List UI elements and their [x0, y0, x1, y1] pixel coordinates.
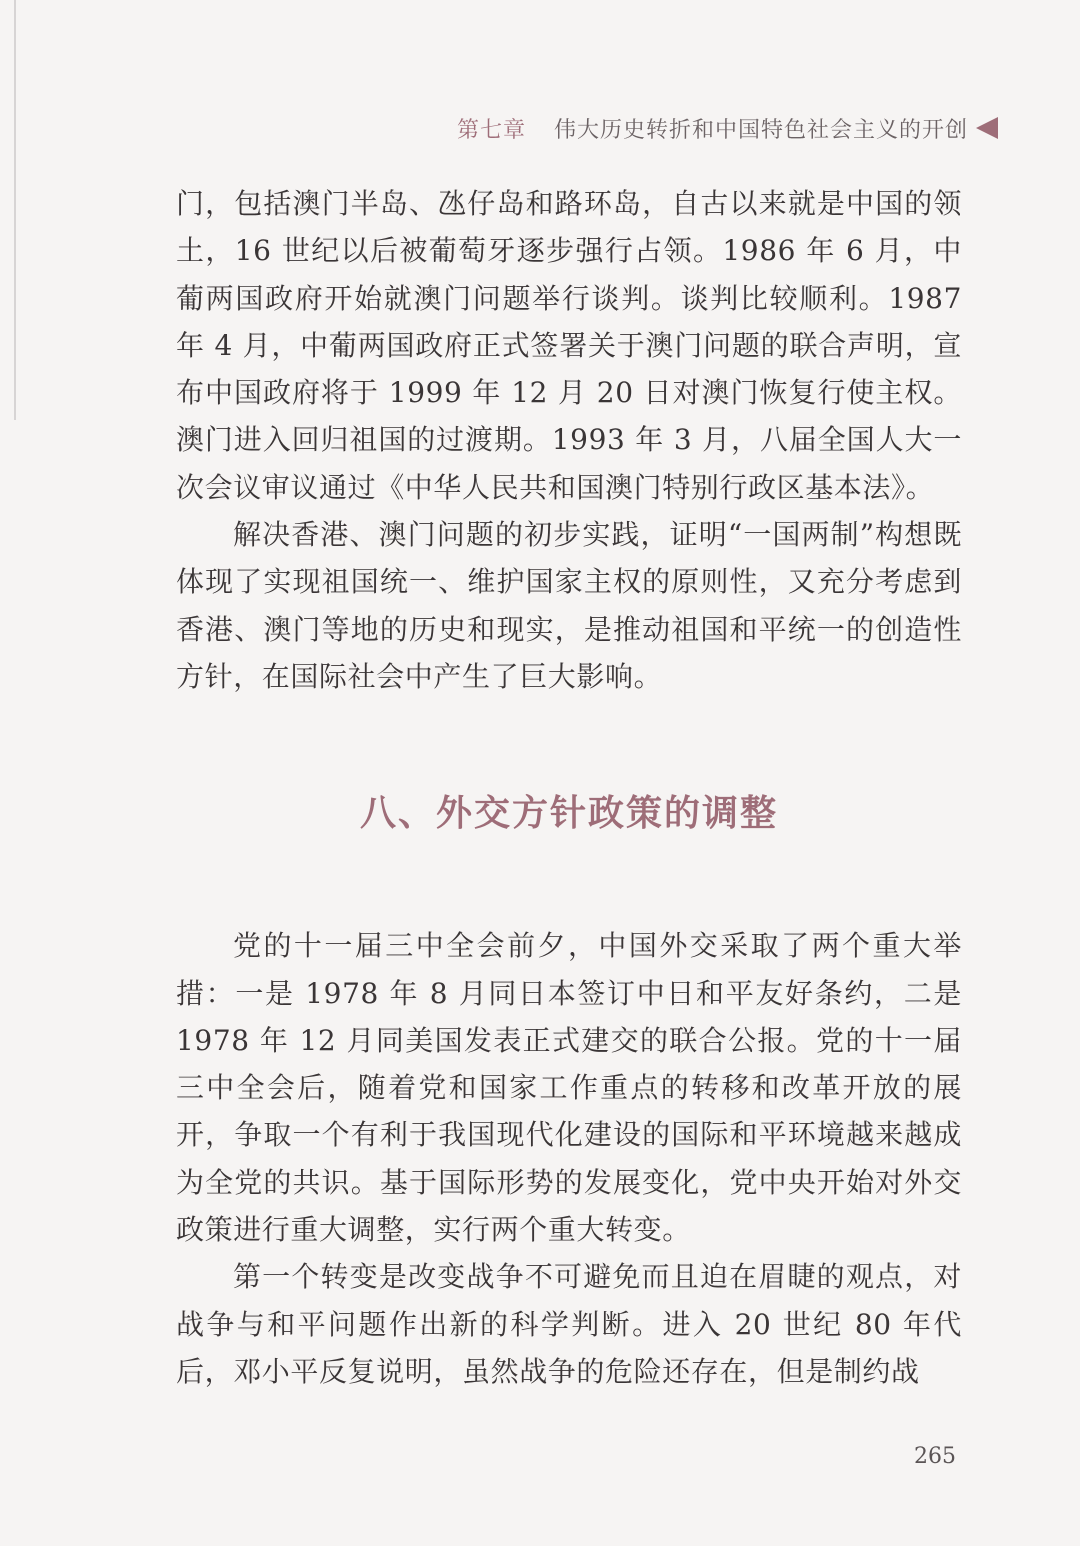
paragraph: 第一个转变是改变战争不可避免而且迫在眉睫的观点，对战争与和平问题作出新的科学判断。进入 20 世纪 80 年代后，邓小平反复说明，虽然战争的危险还存在，但是制约战 — [176, 1260, 962, 1388]
triangle-marker-icon — [976, 117, 998, 139]
section-spacer — [176, 838, 962, 922]
running-header — [300, 108, 998, 148]
section-heading: 八、外交方针政策的调整 — [359, 793, 778, 835]
page-number: 265 — [914, 1444, 956, 1469]
page-gutter-line — [14, 0, 16, 420]
page-body — [176, 180, 962, 1395]
chapter-title: 伟大历史转折和中国特色社会主义的开创 — [553, 117, 968, 143]
paragraph: 门，包括澳门半岛、氹仔岛和路环岛，自古以来就是中国的领土，16 世纪以后被葡萄牙逐步强行占领。1986 年 6 月，中葡两国政府开始就澳门问题举行谈判。谈判比较顺利。1987 年 4 月，中葡两国政府正式签署关于澳门问题的联合声明，宣布中国政府将于 1999 年 12 月 20 日对澳门恢复行使主权。澳门进入回归祖国的过渡期。1993 年 3 月，八届全国人大一次会议审议通过《中华人民共和国澳门特别行政区基本法》。 — [176, 187, 962, 504]
paragraph: 党的十一届三中全会前夕，中国外交采取了两个重大举措：一是 1978 年 8 月同日本签订中日和平友好条约，二是 1978 年 12 月同美国发表正式建交的联合公报。党的十一届三中全会后，随着党和国家工作重点的转移和改革开放的展开，争取一个有利于我国现代化建设的国际和平环境越来越成为全党的共识。基于国际形势的发展变化，党中央开始对外交政策进行重大调整，实行两个重大转变。 — [176, 929, 962, 1247]
paragraph: 解决香港、澳门问题的初步实践，证明“一国两制”构想既体现了实现祖国统一、维护国家主权的原则性，又充分考虑到香港、澳门等地的历史和现实，是推动祖国和平统一的创造性方针，在国际社会中产生了巨大影响。 — [176, 518, 962, 693]
chapter-label: 第七章 — [456, 117, 526, 143]
